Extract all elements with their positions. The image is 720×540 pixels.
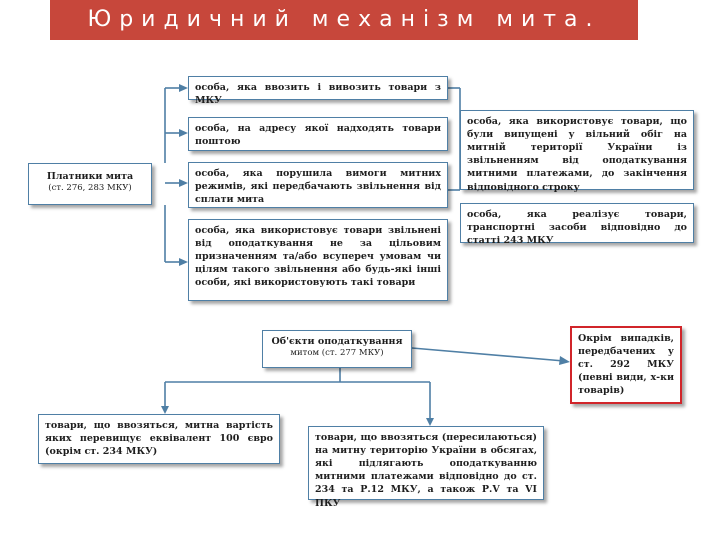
exceptions-box: Окрім випадків, передбачених у ст. 292 МКУ (певні види, х-ки товарів) (570, 326, 682, 404)
arrowhead-item-4 (179, 258, 188, 266)
payers-label: Платники мита (46, 171, 134, 182)
objects-reference: митом (ст. 277 МКУ) (290, 348, 384, 359)
objects-box (262, 330, 412, 368)
arrowhead-item-2 (179, 129, 188, 137)
arrowhead-item-3 (179, 179, 188, 187)
object-item-1: товари, що ввозяться, митна вартість яких перевищує еквівалент 100 євро (окрім ст. 234 МКУ) (38, 414, 280, 464)
payer-item-1: особа, яка ввозить і вивозить товари з МКУ (188, 76, 448, 100)
payers-box (28, 163, 152, 205)
payer-item-5: особа, яка використовує товари, що були випущені у вільний обіг на митній території України із звільненням від оподаткування митними платежами, до закінчення відповідного строку (460, 110, 694, 190)
payer-item-2: особа, на адресу якої надходять товари поштою (188, 117, 448, 151)
payer-item-3: особа, яка порушила вимоги митних режимів, які передбачають звільнення від сплати мита (188, 162, 448, 208)
arrowhead-item-1 (179, 84, 188, 92)
payer-item-4: особа, яка використовує товари звільнені від оподаткування не за цільовим призначенням та/або всупереч умовам чи цілям такого звільнення або будь-які інші особи, які використовують такі товари (188, 219, 448, 301)
slide-title: Юридичний механізм мита. (50, 0, 638, 40)
object-item-2: товари, що ввозяться (пересилаються) на митну територію України в обсягах, які підлягають оподаткуванню митними платежами відповідно до ст. 234 та Р.12 МКУ, а також Р.V та VI ПКУ (308, 426, 544, 500)
arrowhead-object-2 (426, 418, 434, 426)
arrowhead-object-1 (161, 406, 169, 414)
objects-label: Об'єкти оподаткування (271, 336, 403, 347)
payers-reference: (ст. 276, 283 МКУ) (48, 183, 132, 194)
arrowhead-exceptions (559, 356, 570, 365)
connector-to-exceptions (412, 348, 564, 361)
payer-item-6: особа, яка реалізує товари, транспортні засоби відповідно до статті 243 МКУ (460, 203, 694, 243)
